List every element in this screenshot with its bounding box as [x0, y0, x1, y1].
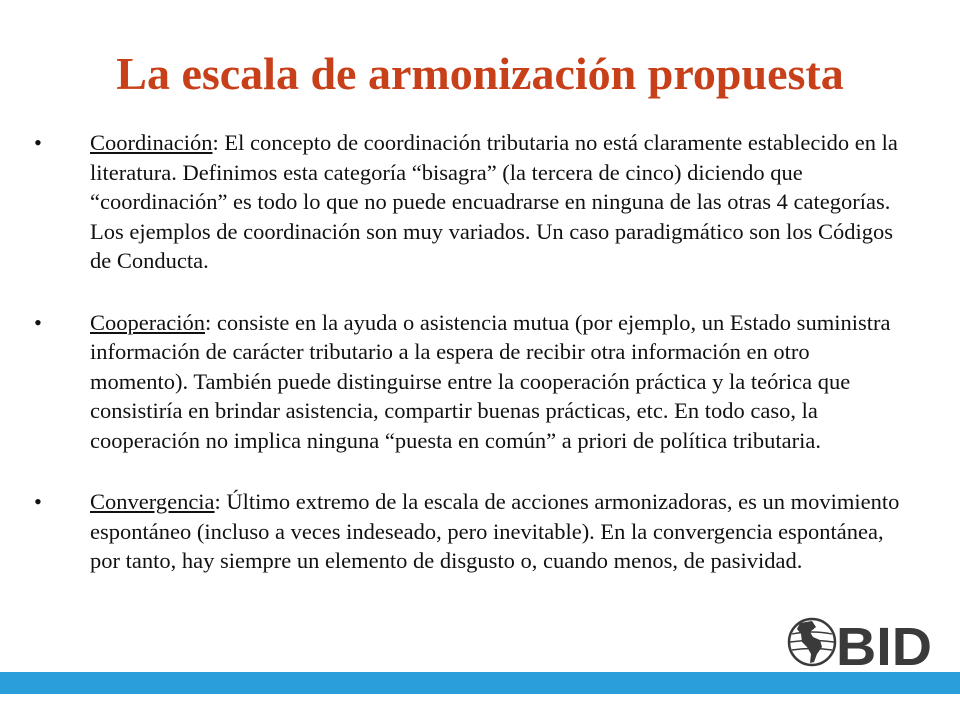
bullet-term: Convergencia	[90, 489, 215, 514]
bid-logo	[786, 612, 934, 672]
bullet-term: Cooperación	[90, 309, 205, 335]
bullet-text: : Último extremo de la escala de acciones armonizadoras, es un movimiento espontáneo (incluso a veces indeseado, pero inevitable). En la convergencia espontánea, por tanto, hay siempre un elemento de disgusto o, cuando menos, de pasividad.	[90, 489, 900, 573]
bullet-mark: •	[34, 309, 42, 335]
slide-title: La escala de armonización propuesta	[116, 48, 844, 99]
bullet-text: : consiste en la ayuda o asistencia mutua (por ejemplo, un Estado suministra información de carácter tributario a la espera de recibir otra información en otro momento). También puede distinguirse entre la cooperación práctica y la teórica que consistiría en brindar asistencia, compartir buenas prácticas, etc. En todo caso, la cooperación no implica ninguna “puesta en común” a priori de política tributaria.	[90, 309, 891, 453]
bid-logo-text: BID	[836, 617, 932, 672]
bullet-item-cooperacion	[30, 308, 910, 456]
bullet-list	[30, 128, 910, 576]
bullet-mark: •	[34, 130, 42, 155]
globe-americas-icon	[789, 619, 835, 665]
bullet-term: Coordinación	[90, 130, 213, 155]
bullet-text: : El concepto de coordinación tributaria no está claramente establecido en la literatura. Definimos esta categoría “bisagra” (la tercera de cinco) diciendo que “coordinación” es todo lo que no puede encuadrarse en ninguna de las otras 4 categorías. Los ejemplos de coordinación son muy variados. Un caso paradigmático son los Códigos de Conducta.	[90, 130, 898, 273]
bullet-mark: •	[34, 489, 42, 514]
bottom-accent-bar	[0, 672, 960, 694]
bullet-item-convergencia	[30, 487, 910, 576]
bullet-item-coordinacion	[30, 128, 910, 276]
